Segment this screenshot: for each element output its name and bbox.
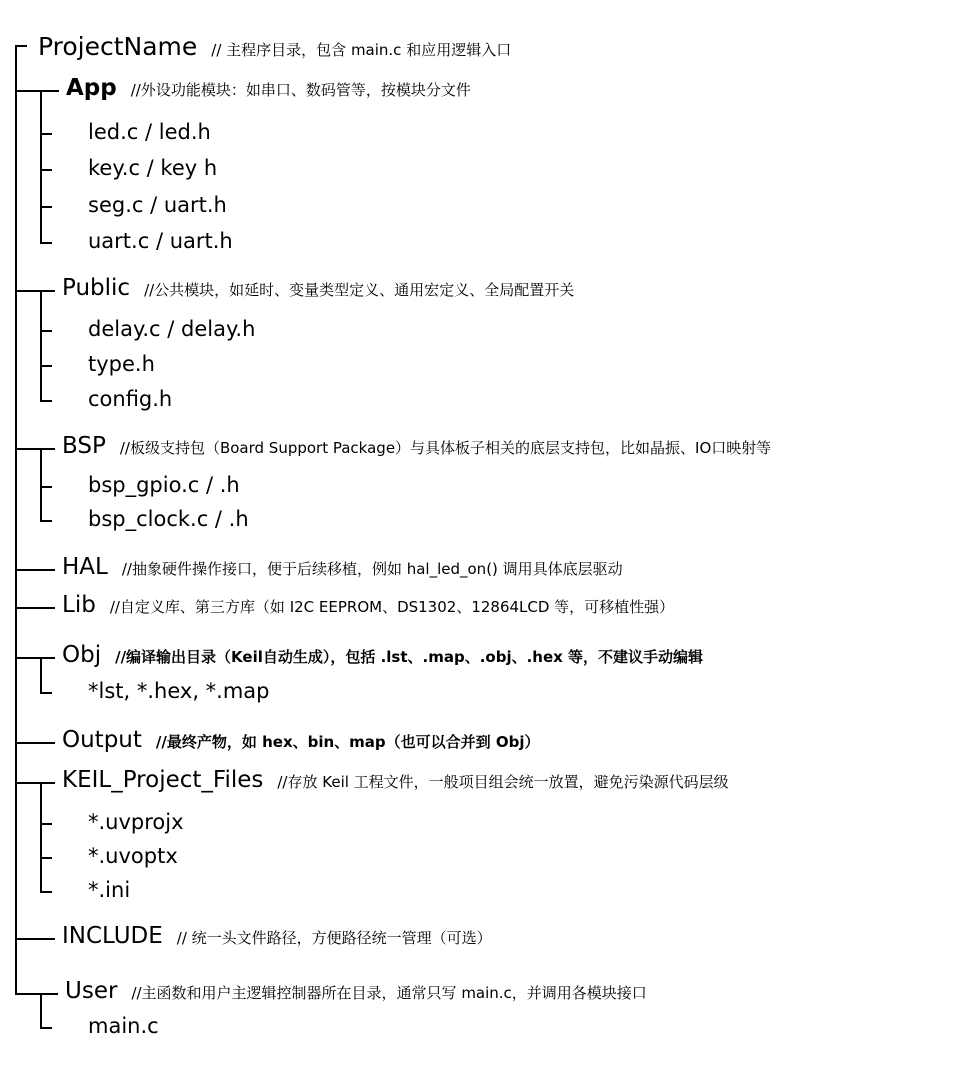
public-connector-line xyxy=(15,290,55,292)
user-child-tick-line xyxy=(40,1027,52,1029)
keil-child-tick-line xyxy=(40,823,52,825)
include-folder-comment: // 统一头文件路径，方便路径统一管理（可选） xyxy=(176,929,492,947)
folder-app[interactable] xyxy=(66,77,471,100)
user-folder-comment: //主函数和用户主逻辑控制器所在目录，通常只写 main.c，并调用各模块接口 xyxy=(131,984,647,1002)
public-branch-line xyxy=(40,290,42,400)
obj-branch-line xyxy=(40,657,42,692)
bsp-child-tick-line xyxy=(40,520,52,522)
app-child-tick-line xyxy=(40,206,52,208)
public-file-item[interactable]: type.h xyxy=(88,352,155,376)
app-folder-name: App xyxy=(66,75,117,101)
root-name: ProjectName xyxy=(38,32,198,61)
public-file-item[interactable]: config.h xyxy=(88,387,173,411)
keil-child-tick-line xyxy=(40,857,52,859)
lib-connector-line xyxy=(15,607,55,609)
public-folder-comment: //公共模块，如延时、变量类型定义、通用宏定义、全局配置开关 xyxy=(144,281,575,299)
root-comment: // 主程序目录，包含 main.c 和应用逻辑入口 xyxy=(211,41,512,59)
folder-user[interactable] xyxy=(65,980,647,1003)
user-file-item[interactable]: main.c xyxy=(88,1014,159,1038)
app-child-tick-line xyxy=(40,133,52,135)
obj-child-tick-line xyxy=(40,692,52,694)
output-connector-line xyxy=(15,742,55,744)
folder-lib[interactable] xyxy=(62,594,674,617)
keil-file-item[interactable]: *.uvoptx xyxy=(88,844,178,868)
bsp-connector-line xyxy=(15,448,55,450)
hal-folder-name: HAL xyxy=(62,554,108,580)
folder-bsp[interactable] xyxy=(62,435,771,458)
folder-hal[interactable] xyxy=(62,556,623,579)
folder-keil[interactable] xyxy=(62,769,729,792)
bsp-file-item[interactable]: bsp_gpio.c / .h xyxy=(88,473,240,497)
app-child-tick-line xyxy=(40,242,52,244)
bsp-branch-line xyxy=(40,448,42,520)
keil-file-item[interactable]: *.ini xyxy=(88,878,131,902)
obj-connector-line xyxy=(15,657,55,659)
user-branch-line xyxy=(40,993,42,1027)
user-connector-line xyxy=(15,993,58,995)
keil-child-tick-line xyxy=(40,891,52,893)
app-file-item[interactable]: key.c / key h xyxy=(88,156,218,180)
root-trunk-line xyxy=(15,45,17,993)
app-child-tick-line xyxy=(40,169,52,171)
root-tick-line xyxy=(15,45,27,47)
bsp-folder-name: BSP xyxy=(62,433,106,459)
obj-file-item[interactable]: *lst, *.hex, *.map xyxy=(88,679,270,703)
lib-folder-comment: //自定义库、第三方库（如 I2C EEPROM、DS1302、12864LCD 等，可移植性强） xyxy=(109,598,675,616)
public-folder-name: Public xyxy=(62,275,131,301)
keil-folder-name: KEIL_Project_Files xyxy=(62,767,264,793)
bsp-folder-comment: //板级支持包（Board Support Package）与具体板子相关的底层支持包，比如晶振、IO口映射等 xyxy=(119,439,772,457)
keil-connector-line xyxy=(15,782,55,784)
keil-folder-comment: //存放 Keil 工程文件，一般项目组会统一放置，避免污染源代码层级 xyxy=(277,773,729,791)
app-file-item[interactable]: seg.c / uart.h xyxy=(88,193,227,217)
app-file-item[interactable]: uart.c / uart.h xyxy=(88,229,233,253)
include-connector-line xyxy=(15,938,55,940)
root-node[interactable] xyxy=(38,34,511,59)
output-folder-name: Output xyxy=(62,727,142,753)
keil-file-item[interactable]: *.uvprojx xyxy=(88,810,184,834)
include-folder-name: INCLUDE xyxy=(62,923,163,949)
hal-folder-comment: //抽象硬件操作接口，便于后续移植，例如 hal_led_on() 调用具体底层驱动 xyxy=(121,560,623,578)
user-folder-name: User xyxy=(65,978,118,1004)
public-child-tick-line xyxy=(40,330,52,332)
hal-connector-line xyxy=(15,569,55,571)
app-connector-line xyxy=(15,90,59,92)
public-child-tick-line xyxy=(40,400,52,402)
folder-output[interactable] xyxy=(62,729,540,752)
bsp-file-item[interactable]: bsp_clock.c / .h xyxy=(88,507,249,531)
folder-obj[interactable] xyxy=(62,644,703,667)
obj-folder-comment: //编译输出目录（Keil自动生成），包括 .lst、.map、.obj、.hex 等，不建议手动编辑 xyxy=(115,648,704,666)
public-file-item[interactable]: delay.c / delay.h xyxy=(88,317,256,341)
folder-public[interactable] xyxy=(62,277,574,300)
output-folder-comment: //最终产物，如 hex、bin、map（也可以合并到 Obj） xyxy=(155,733,540,751)
bsp-child-tick-line xyxy=(40,486,52,488)
app-branch-line xyxy=(40,90,42,242)
app-folder-comment: //外设功能模块：如串口、数码管等，按模块分文件 xyxy=(130,81,471,99)
app-file-item[interactable]: led.c / led.h xyxy=(88,120,211,144)
public-child-tick-line xyxy=(40,365,52,367)
obj-folder-name: Obj xyxy=(62,642,102,668)
folder-include[interactable] xyxy=(62,925,492,948)
lib-folder-name: Lib xyxy=(62,592,96,618)
keil-branch-line xyxy=(40,782,42,891)
